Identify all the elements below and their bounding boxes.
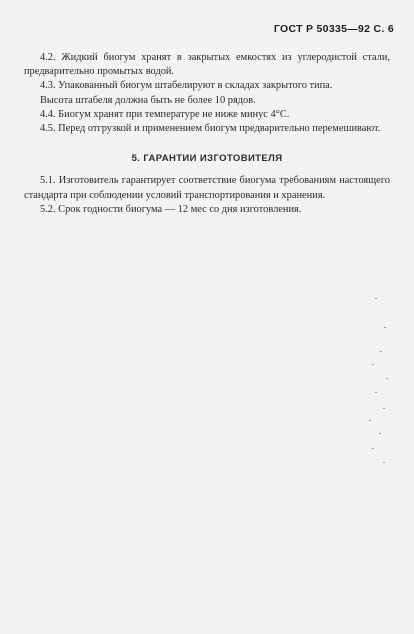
scan-artifact — [383, 408, 385, 409]
scan-artifact — [369, 420, 371, 421]
paragraph-4-3: 4.3. Упакованный биогум штабелируют в складах закрытого типа. — [40, 80, 333, 92]
paragraph-stack-height: Высота штабеля должна быть не более 10 рядов. — [40, 94, 256, 106]
scan-artifact — [379, 433, 381, 434]
page-header: ГОСТ Р 50335—92 С. 6 — [273, 23, 394, 35]
scan-artifact — [372, 448, 374, 449]
scan-artifact — [380, 351, 382, 352]
paragraph-5-2: 5.2. Срок годности биогума — 12 мес со дня изготовления. — [40, 203, 302, 215]
scan-artifact — [386, 378, 388, 379]
scan-artifact — [383, 462, 385, 463]
paragraph-4-4: 4.4. Биогум хранят при температуре не ниже минус 4°С. — [40, 108, 290, 120]
scan-artifact — [375, 392, 377, 393]
paragraph-4-2: 4.2. Жидкий биогум хранят в закрытых емкостях из углеродистой стали, предварительно промытых водой. — [24, 52, 390, 78]
section-title: 5. ГАРАНТИИ ИЗГОТОВИТЕЛЯ — [131, 153, 283, 165]
paragraph-4-5: 4.5. Перед отгрузкой и применением биогум предварительно перемешивают. — [40, 123, 381, 135]
scan-artifact — [372, 364, 374, 365]
paragraph-5-1: 5.1. Изготовитель гарантирует соответствие биогума требованиям настоящего стандарта при соблюдении условий транспортирования и хранения. — [24, 175, 390, 201]
scan-artifact — [384, 327, 386, 328]
scan-artifact — [375, 298, 377, 299]
document-body — [24, 51, 390, 217]
